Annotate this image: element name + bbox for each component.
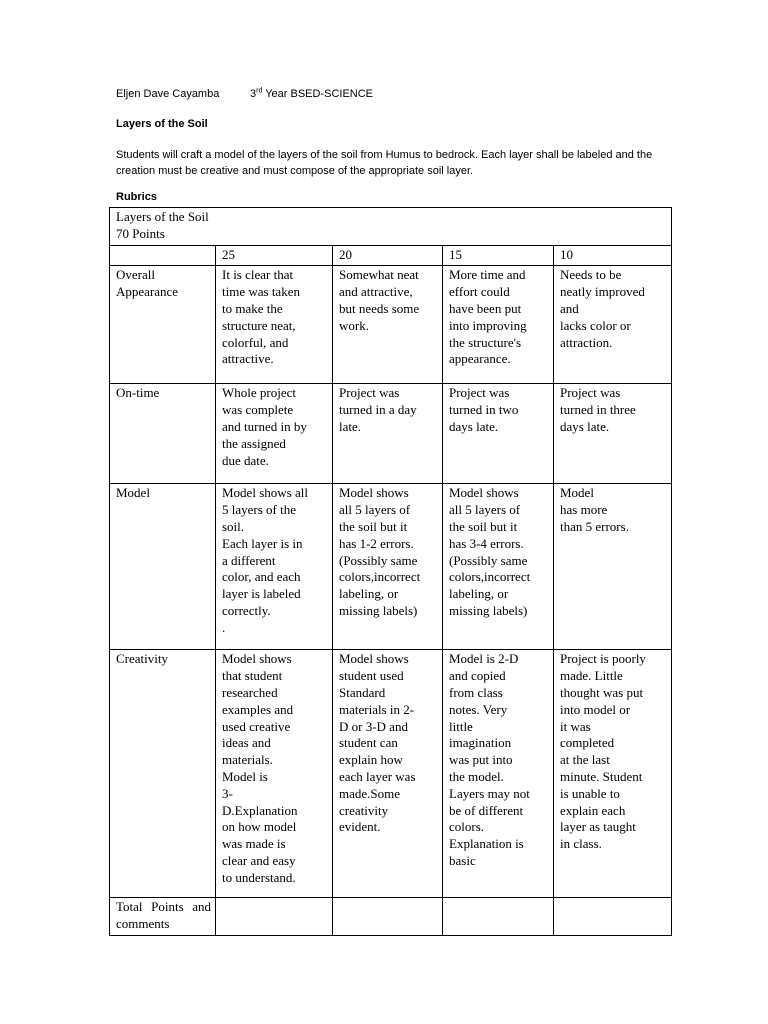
rubric-cell: [333, 266, 443, 384]
rubric-cell-text: Project is poorly made. Little thought was put into model or it was completed at the last minute. Student is unable to explain each layer as taught in class.: [560, 651, 646, 852]
rubric-cell: [333, 650, 443, 898]
total-input-cell: [554, 898, 672, 936]
rubric-cell: [216, 650, 333, 898]
rubric-row-on-time: [110, 384, 672, 484]
year-number: 3: [250, 88, 257, 100]
total-label-cell: [110, 898, 216, 936]
points-header-cell: 25: [216, 245, 333, 266]
rubric-row-model: [110, 484, 672, 650]
rubric-cell: [443, 484, 554, 650]
author-name: Eljen Dave Cayamba: [116, 88, 220, 100]
rubric-cell-text: Model shows all 5 layers of the soil but it has 1-2 errors. (Possibly same colors,incorrect labeling, or missing labels): [339, 485, 421, 618]
criterion-label: Creativity: [116, 651, 168, 667]
rubric-row-creativity: [110, 650, 672, 898]
rubric-row-total: [110, 898, 672, 936]
instructions-paragraph: Students will craft a model of the layers of the soil from Humus to bedrock. Each layer shall be labeled and the creation must be creative and must compose of the appropriate soil layer.: [116, 149, 653, 177]
criterion-label: Overall Appearance: [116, 267, 179, 300]
year-suffix: rd: [256, 87, 263, 95]
rubric-cell: [333, 384, 443, 484]
document-title: Layers of the Soil: [116, 118, 208, 130]
document-header: [116, 87, 374, 100]
points-header-cell: 10: [554, 245, 672, 266]
rubric-cell-text: Somewhat neat and attractive, but needs some work.: [339, 267, 420, 333]
rubric-cell-text: It is clear that time was taken to make the structure neat, colorful, and attractive.: [222, 267, 300, 367]
year-course: Year BSED-SCIENCE: [262, 88, 374, 100]
points-header-blank: [110, 245, 216, 266]
rubric-cell: [443, 650, 554, 898]
rubric-title-row: [110, 208, 672, 246]
rubric-cell: [216, 484, 333, 650]
rubric-cell-text: Model has more than 5 errors.: [560, 485, 629, 534]
rubric-cell: [216, 384, 333, 484]
rubric-cell: [333, 484, 443, 650]
points-header-cell: 15: [443, 245, 554, 266]
rubric-cell-text: Needs to be neatly improved and lacks color or attraction.: [560, 267, 645, 350]
rubric-title: Layers of the Soil: [116, 209, 209, 224]
rubric-cell-text: Project was turned in two days late.: [449, 385, 519, 434]
rubric-cell: [554, 266, 672, 384]
criterion-cell: [110, 266, 216, 384]
rubric-cell-text: Model shows that student researched examples and used creative ideas and materials. Model is 3- D.Explanation on how model was made is clear and easy to understand.: [222, 651, 298, 885]
total-input-cell: [216, 898, 333, 936]
rubric-cell-text: Whole project was complete and turned in by the assigned due date.: [222, 385, 307, 468]
year-level: [250, 88, 373, 100]
rubric-table: [109, 207, 672, 936]
criterion-cell: [110, 484, 216, 650]
criterion-cell: [110, 650, 216, 898]
rubric-title-cell: [110, 208, 672, 246]
rubric-row-overall-appearance: [110, 266, 672, 384]
rubric-cell: [554, 484, 672, 650]
points-header-cell: 20: [333, 245, 443, 266]
criterion-cell: [110, 384, 216, 484]
total-input-cell: [443, 898, 554, 936]
rubric-cell-text: Model shows student used Standard materials in 2- D or 3-D and student can explain how each layer was made.Some creativity evident.: [339, 651, 416, 835]
points-header-row: [110, 245, 672, 266]
rubric-cell-text: Model shows all 5 layers of the soil but it has 3-4 errors. (Possibly same colors,incorrect labeling, or missing labels): [449, 485, 531, 618]
rubric-cell-text: Model is 2-D and copied from class notes. Very little imagination was put into the model. Layers may not be of different colors. Explanation is basic: [449, 651, 530, 868]
total-input-cell: [333, 898, 443, 936]
rubric-total-points: 70 Points: [116, 225, 165, 241]
criterion-label: Model: [116, 485, 150, 501]
rubric-cell-text: Model shows all 5 layers of the soil. Each layer is in a different color, and each layer is labeled correctly. .: [222, 485, 308, 635]
criterion-label: On-time: [116, 385, 160, 401]
rubric-cell-text: Project was turned in three days late.: [560, 385, 636, 434]
rubrics-heading: Rubrics: [116, 191, 157, 203]
rubric-cell-text: Project was turned in a day late.: [339, 385, 417, 434]
rubric-cell: [554, 650, 672, 898]
rubric-cell: [443, 266, 554, 384]
rubric-cell-text: More time and effort could have been put into improving the structure's appearance.: [449, 267, 527, 367]
total-points-label: Total Points and comments: [116, 899, 211, 932]
rubric-cell: [554, 384, 672, 484]
rubric-cell: [216, 266, 333, 384]
rubric-cell: [443, 384, 554, 484]
